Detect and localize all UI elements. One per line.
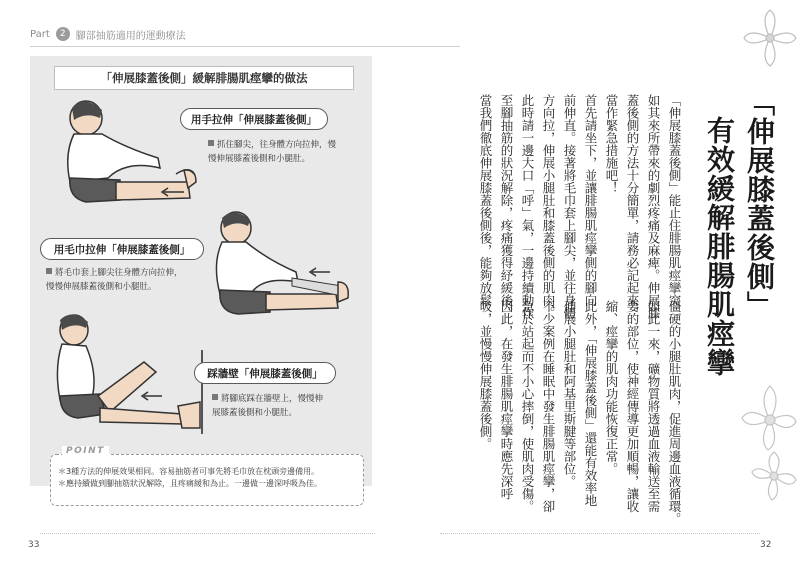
body-text-column: 要的部位，使神經傳導更加順暢，讓收 [625,300,640,513]
body-text-column: 方向拉，伸展小腿肚和膝蓋後側的肌肉。 [541,94,556,319]
body-text-column: 伸展小腿肚和阿基里斯腱等部位。 [562,300,577,488]
body-text-column: 如其來所帶來的劇烈疼痛及麻痺。伸展膝 [646,94,661,319]
page-number-right: 32 [760,540,772,550]
part-label: Part [30,28,50,40]
footer-divider-right [440,533,760,534]
body-text-column: 「伸展膝蓋後側」能止住腓腸肌痙攣突 [667,94,682,307]
body-text-column: 此時請一邊大口「呼」氣，一邊持續動作 [520,94,535,319]
method-towel-label: 用毛巾拉伸「伸展膝蓋後側」 [40,238,204,260]
article-title-line-1: 「伸展膝蓋後側」 [743,88,776,320]
body-text-column: 至腳抽筋的狀況解除，疼痛獲得紓緩後。 [499,94,514,319]
body-text-column: 前伸直。接著將毛巾套上腳尖，並往身體 [562,94,577,319]
body-text-column: 蓋後側的方法十分簡單，請務必記起來， [625,94,640,319]
point-note: ＊3種方法的伸展效果相同。容易抽筋者可事先將毛巾放在枕頭旁邊備用。 [58,467,320,476]
footer-divider-left [40,533,375,534]
bullet-square-icon [212,394,218,400]
body-text-column: 當我們徹底伸展膝蓋後側後，能夠放鬆 [478,94,493,307]
body-text-column: 急於站起而不小心摔倒，使肌肉受傷。 [520,300,535,513]
bullet-square-icon [208,140,214,146]
page-number-left: 33 [28,540,40,550]
method-towel-caption: 將毛巾套上腳尖往身體方向拉伸， 慢慢伸展膝蓋後側和小腿肚。 [46,268,183,292]
body-text-column: 因此，在發生腓腸肌痙攣時應先深呼 [499,300,514,500]
point-notes [58,466,358,490]
running-header [30,26,186,42]
body-text-column: 如此一來，礦物質將透過血液輸送至需 [646,300,661,513]
bullet-square-icon [46,268,52,274]
point-label: POINT [62,446,109,456]
body-text-column: 吸，並慢慢伸展膝蓋後側。 [478,300,493,450]
wall-stretch-illustration [52,310,212,440]
body-text-column: 首先請坐下，並讓腓腸肌痙攣側的腳向 [583,94,598,307]
body-text-column: 僵硬的小腿肚肌肉，促進周邊血液循環。 [667,300,682,525]
method-wall-label: 踩牆壁「伸展膝蓋後側」 [194,362,336,384]
panel-title: 「伸展膝蓋後側」緩解腓腸肌痙攣的做法 [54,66,354,90]
body-text-column: 此外，「伸展膝蓋後側」還能有效率地 [583,300,598,507]
method-hand-caption: 抓住腳尖，往身體方向拉伸，慢 慢伸展膝蓋後側和小腿肚。 [208,140,337,164]
part-number-badge: 2 [56,27,70,41]
method-hand-label: 用手拉伸「伸展膝蓋後側」 [180,108,328,130]
header-divider [30,46,460,47]
towel-stretch-illustration [208,206,358,326]
body-text-column: 當作緊急措施吧！ [604,94,619,194]
method-wall-caption: 將腳底踩在牆壁上，慢慢伸 展膝蓋後側和小腿肚。 [212,394,324,418]
point-note: ＊應持續做到腳抽筋狀況解除，且疼痛緩和為止。一邊做一邊深呼吸為佳。 [58,479,322,488]
flower-decoration-icon [730,380,798,520]
section-title: 腳部抽筋適用的運動療法 [75,30,186,42]
body-text-column: 縮、痙攣的肌肉功能恢復正常。 [604,300,619,475]
article-title-line-2: 有效緩解腓腸肌痙攣 [703,116,736,377]
body-text-column: 不少案例在睡眠中發生腓腸肌痙攣，卻 [541,300,556,513]
flower-decoration-icon [740,8,798,68]
